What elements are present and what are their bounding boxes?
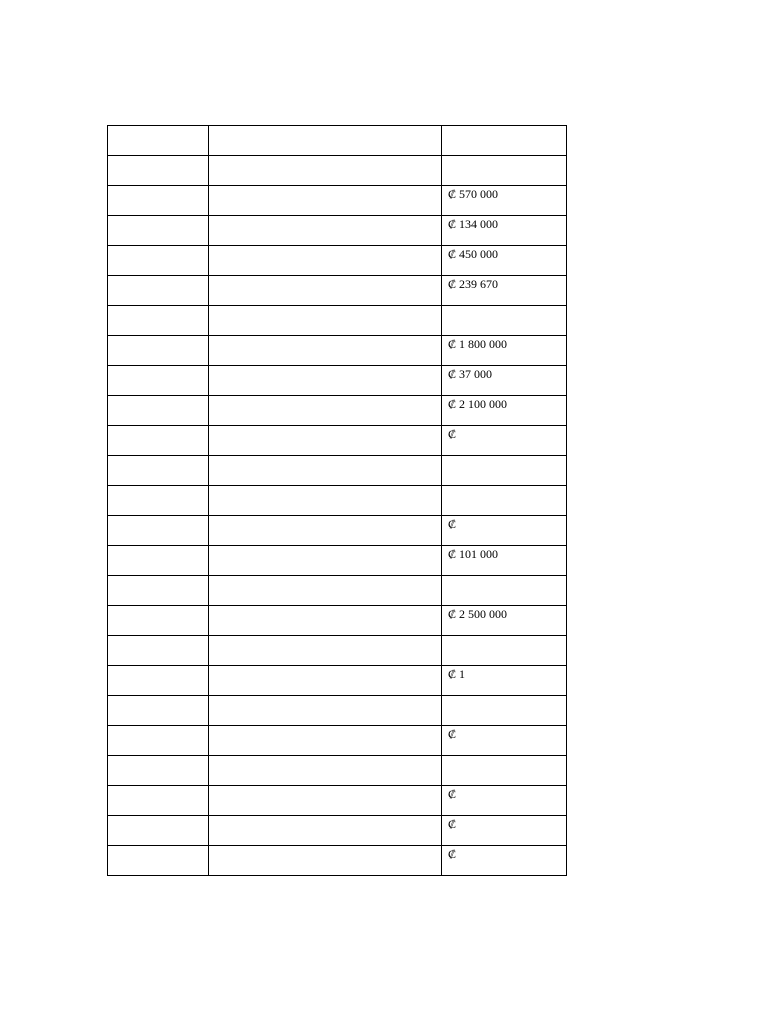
description-cell bbox=[209, 426, 442, 456]
amount-cell bbox=[442, 516, 567, 546]
amount-cell bbox=[442, 636, 567, 666]
description-cell bbox=[209, 366, 442, 396]
amount-cell bbox=[442, 756, 567, 786]
amount-cell bbox=[442, 306, 567, 336]
amount-value: ₡ bbox=[448, 847, 457, 861]
first-cell bbox=[108, 336, 209, 366]
first-cell bbox=[108, 306, 209, 336]
first-cell bbox=[108, 486, 209, 516]
description-cell bbox=[209, 126, 442, 156]
table-row bbox=[108, 516, 567, 546]
description-cell bbox=[209, 336, 442, 366]
amount-cell bbox=[442, 666, 567, 696]
description-cell bbox=[209, 816, 442, 846]
amount-value: ₡ bbox=[448, 427, 457, 441]
first-cell bbox=[108, 456, 209, 486]
first-cell bbox=[108, 426, 209, 456]
amount-cell bbox=[442, 156, 567, 186]
amount-cell bbox=[442, 606, 567, 636]
amount-value: ₡ 1 bbox=[448, 667, 466, 681]
first-cell bbox=[108, 636, 209, 666]
amount-value bbox=[442, 486, 566, 487]
amount-value: ₡ 570 000 bbox=[448, 187, 499, 201]
first-cell bbox=[108, 216, 209, 246]
table-row bbox=[108, 396, 567, 426]
amount-value bbox=[442, 576, 566, 577]
table-row bbox=[108, 726, 567, 756]
amount-value: ₡ bbox=[448, 727, 457, 741]
amount-value: ₡ bbox=[448, 817, 457, 831]
amount-value: ₡ 37 000 bbox=[448, 367, 493, 381]
amount-cell bbox=[442, 816, 567, 846]
first-cell bbox=[108, 786, 209, 816]
table-row bbox=[108, 126, 567, 156]
amount-value bbox=[442, 156, 566, 157]
description-cell bbox=[209, 396, 442, 426]
table-row bbox=[108, 606, 567, 636]
description-cell bbox=[209, 516, 442, 546]
table-row bbox=[108, 666, 567, 696]
amount-value: ₡ 1 800 000 bbox=[448, 337, 508, 351]
description-cell bbox=[209, 456, 442, 486]
description-cell bbox=[209, 786, 442, 816]
description-cell bbox=[209, 276, 442, 306]
description-cell bbox=[209, 666, 442, 696]
amount-value: ₡ 2 500 000 bbox=[448, 607, 508, 621]
document-table bbox=[107, 125, 567, 876]
description-cell bbox=[209, 246, 442, 276]
first-cell bbox=[108, 816, 209, 846]
first-cell bbox=[108, 396, 209, 426]
amount-cell bbox=[442, 846, 567, 876]
first-cell bbox=[108, 576, 209, 606]
amount-value: ₡ 239 670 bbox=[448, 277, 499, 291]
amount-value: ₡ 2 100 000 bbox=[448, 397, 508, 411]
amount-cell bbox=[442, 426, 567, 456]
description-cell bbox=[209, 306, 442, 336]
amount-value bbox=[442, 696, 566, 697]
description-cell bbox=[209, 636, 442, 666]
table-row bbox=[108, 246, 567, 276]
amount-value bbox=[442, 126, 566, 127]
first-cell bbox=[108, 156, 209, 186]
first-cell bbox=[108, 276, 209, 306]
first-cell bbox=[108, 756, 209, 786]
amount-value bbox=[442, 636, 566, 637]
amount-cell bbox=[442, 246, 567, 276]
amount-cell bbox=[442, 216, 567, 246]
amount-cell bbox=[442, 576, 567, 606]
amount-cell bbox=[442, 396, 567, 426]
amount-value bbox=[442, 456, 566, 457]
amount-value bbox=[442, 306, 566, 307]
table-row bbox=[108, 336, 567, 366]
description-cell bbox=[209, 156, 442, 186]
amount-cell bbox=[442, 366, 567, 396]
table-row bbox=[108, 486, 567, 516]
description-cell bbox=[209, 216, 442, 246]
amount-value: ₡ bbox=[448, 517, 457, 531]
amount-cell bbox=[442, 336, 567, 366]
description-cell bbox=[209, 696, 442, 726]
first-cell bbox=[108, 726, 209, 756]
amount-value: ₡ 134 000 bbox=[448, 217, 499, 231]
table-body bbox=[108, 126, 567, 876]
first-cell bbox=[108, 366, 209, 396]
amount-cell bbox=[442, 276, 567, 306]
description-cell bbox=[209, 846, 442, 876]
table-row bbox=[108, 696, 567, 726]
table-row bbox=[108, 816, 567, 846]
description-cell bbox=[209, 486, 442, 516]
amount-value: ₡ 101 000 bbox=[448, 547, 499, 561]
first-cell bbox=[108, 126, 209, 156]
table-row bbox=[108, 426, 567, 456]
table-row bbox=[108, 216, 567, 246]
first-cell bbox=[108, 696, 209, 726]
description-cell bbox=[209, 546, 442, 576]
amount-cell bbox=[442, 126, 567, 156]
amount-value bbox=[442, 756, 566, 757]
description-cell bbox=[209, 606, 442, 636]
first-cell bbox=[108, 516, 209, 546]
amount-cell bbox=[442, 786, 567, 816]
table-row bbox=[108, 156, 567, 186]
amount-cell bbox=[442, 486, 567, 516]
table-row bbox=[108, 636, 567, 666]
amount-cell bbox=[442, 696, 567, 726]
table-row bbox=[108, 756, 567, 786]
first-cell bbox=[108, 186, 209, 216]
description-cell bbox=[209, 576, 442, 606]
description-cell bbox=[209, 756, 442, 786]
first-cell bbox=[108, 666, 209, 696]
table-row bbox=[108, 546, 567, 576]
table-row bbox=[108, 786, 567, 816]
amount-cell bbox=[442, 546, 567, 576]
amount-cell bbox=[442, 186, 567, 216]
table-row bbox=[108, 276, 567, 306]
table-row bbox=[108, 456, 567, 486]
table-row bbox=[108, 186, 567, 216]
first-cell bbox=[108, 846, 209, 876]
table-row bbox=[108, 306, 567, 336]
table-row bbox=[108, 576, 567, 606]
amount-value: ₡ bbox=[448, 787, 457, 801]
first-cell bbox=[108, 546, 209, 576]
description-cell bbox=[209, 726, 442, 756]
table-row bbox=[108, 846, 567, 876]
description-cell bbox=[209, 186, 442, 216]
first-cell bbox=[108, 246, 209, 276]
amount-cell bbox=[442, 726, 567, 756]
amount-value: ₡ 450 000 bbox=[448, 247, 499, 261]
table-row bbox=[108, 366, 567, 396]
first-cell bbox=[108, 606, 209, 636]
amount-cell bbox=[442, 456, 567, 486]
